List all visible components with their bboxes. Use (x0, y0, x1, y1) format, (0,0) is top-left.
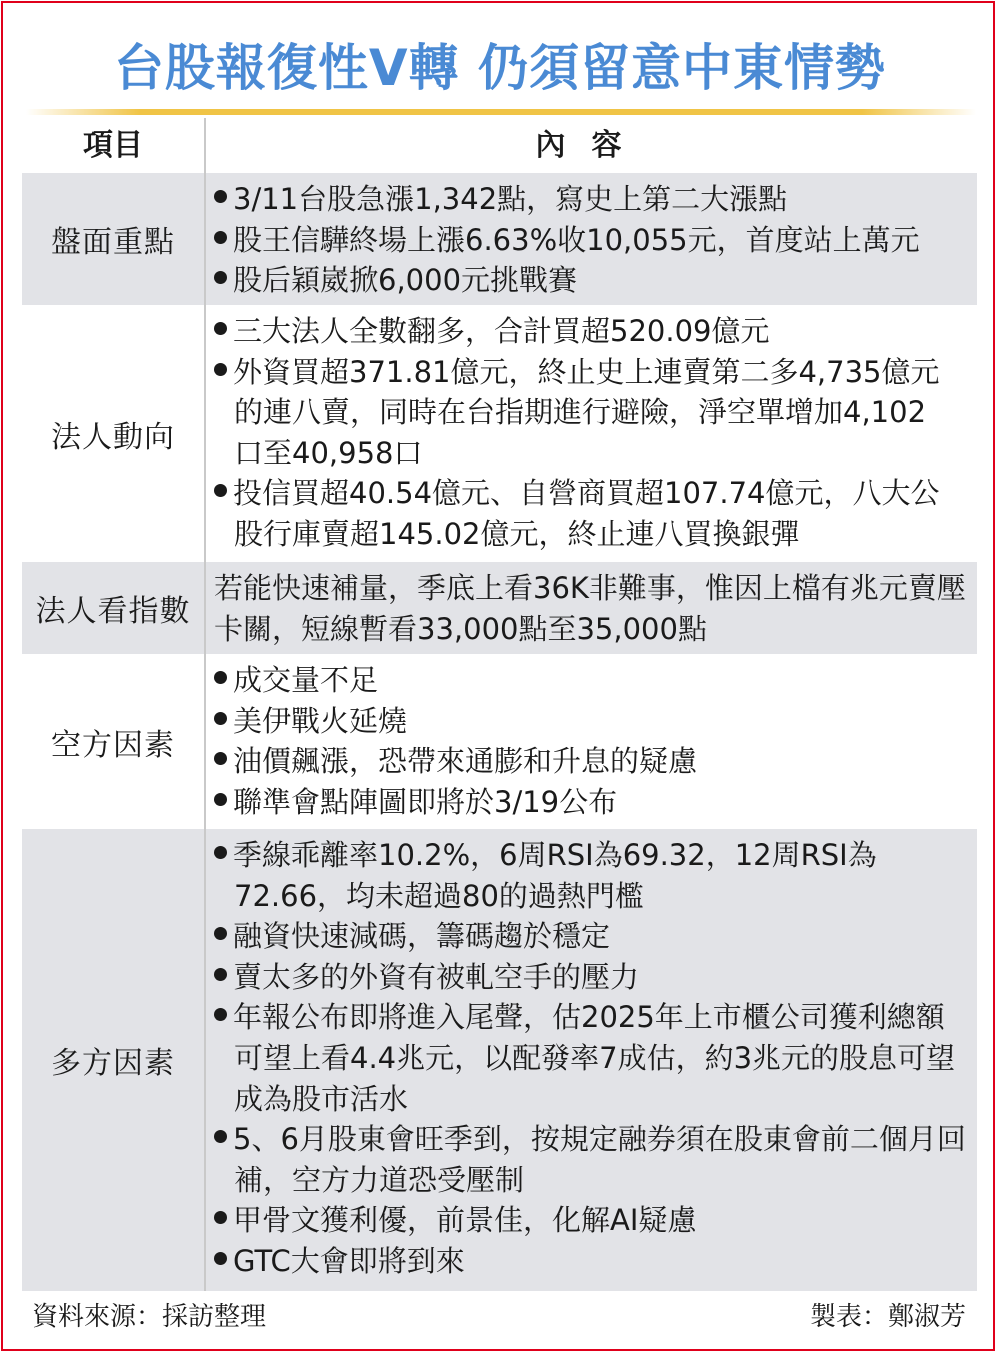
table-row (22, 305, 977, 562)
row-content (214, 568, 967, 649)
bullet-icon (214, 752, 227, 765)
bullet-icon (214, 1130, 227, 1143)
table-row (22, 654, 977, 829)
list-item: 股王信驊終場上漲6.63%收10,055元，首度站上萬元 (214, 220, 967, 261)
author-note: 製表：鄭淑芳 (809, 1302, 966, 1332)
column-divider (204, 118, 206, 1291)
row-content (214, 660, 967, 822)
row-label: 法人看指數 (35, 594, 191, 629)
bullet-icon (214, 322, 227, 335)
bullet-icon (214, 271, 227, 284)
list-item: 三大法人全數翻多，合計買超520.09億元 (214, 311, 947, 352)
list-item: 賣太多的外資有被軋空手的壓力 (214, 957, 967, 998)
row-text: 若能快速補量，季底上看36K非難事，惟因上檔有兆元賣壓卡關，短線暫看33,000點至35,000點 (214, 571, 966, 646)
row-content (214, 179, 967, 301)
row-label: 法人動向 (51, 419, 175, 455)
title-underline (26, 109, 976, 115)
row-label: 盤面重點 (51, 225, 175, 260)
list-item: 季線乖離率10.2%，6周RSI為69.32，12周RSI為72.66，均未超過80的過熱門檻 (214, 835, 967, 916)
bullet-icon (214, 793, 227, 806)
bullet-icon (214, 968, 227, 981)
bullet-icon (214, 671, 227, 684)
row-content (214, 835, 967, 1282)
list-item: 投信買超40.54億元、自營商買超107.74億元，八大公股行庫賣超145.02億元，終止連八買換銀彈 (214, 473, 947, 554)
table-row (22, 562, 977, 654)
bullet-icon (214, 712, 227, 725)
header-content: 內容 (535, 128, 648, 163)
bullet-icon (214, 1252, 227, 1265)
list-item: 融資快速減碼，籌碼趨於穩定 (214, 916, 967, 957)
row-label: 多方因素 (51, 1046, 175, 1081)
list-item: 聯準會點陣圖即將於3/19公布 (214, 782, 967, 823)
bullet-icon (214, 846, 227, 859)
table-row (22, 173, 977, 305)
table-header (22, 118, 977, 173)
bullet-icon (214, 190, 227, 203)
list-item: 年報公布即將進入尾聲，估2025年上市櫃公司獲利總額可望上看4.4兆元，以配發率7成估，約3兆元的股息可望成為股市活水 (214, 997, 967, 1119)
list-item: GTC大會即將到來 (214, 1241, 967, 1282)
bullet-icon (214, 927, 227, 940)
row-content (214, 311, 947, 555)
row-label: 空方因素 (51, 727, 175, 763)
list-item: 美伊戰火延燒 (214, 701, 967, 742)
bullet-icon (214, 1211, 227, 1224)
list-item: 股后穎崴掀6,000元挑戰賽 (214, 260, 967, 301)
bullet-icon (214, 231, 227, 244)
list-item: 甲骨文獲利優，前景佳，化解AI疑慮 (214, 1200, 967, 1241)
list-item: 成交量不足 (214, 660, 967, 701)
table-row (22, 829, 977, 1291)
bullet-icon (214, 363, 227, 376)
list-item: 油價飆漲，恐帶來通膨和升息的疑慮 (214, 741, 967, 782)
bullet-icon (214, 484, 227, 497)
bullet-icon (214, 1008, 227, 1021)
page-title: 台股報復性V轉 仍須留意中東情勢 (113, 39, 887, 97)
list-item: 5、6月股東會旺季到，按規定融券須在股東會前二個月回補，空方力道恐受壓制 (214, 1119, 967, 1200)
source-note: 資料來源：採訪整理 (32, 1302, 267, 1332)
list-item: 3/11台股急漲1,342點，寫史上第二大漲點 (214, 179, 967, 220)
list-item: 外資買超371.81億元，終止史上連賣第二多4,735億元的連八賣，同時在台指期進行避險，淨空單增加4,102口至40,958口 (214, 352, 947, 474)
header-item: 項目 (83, 128, 143, 163)
